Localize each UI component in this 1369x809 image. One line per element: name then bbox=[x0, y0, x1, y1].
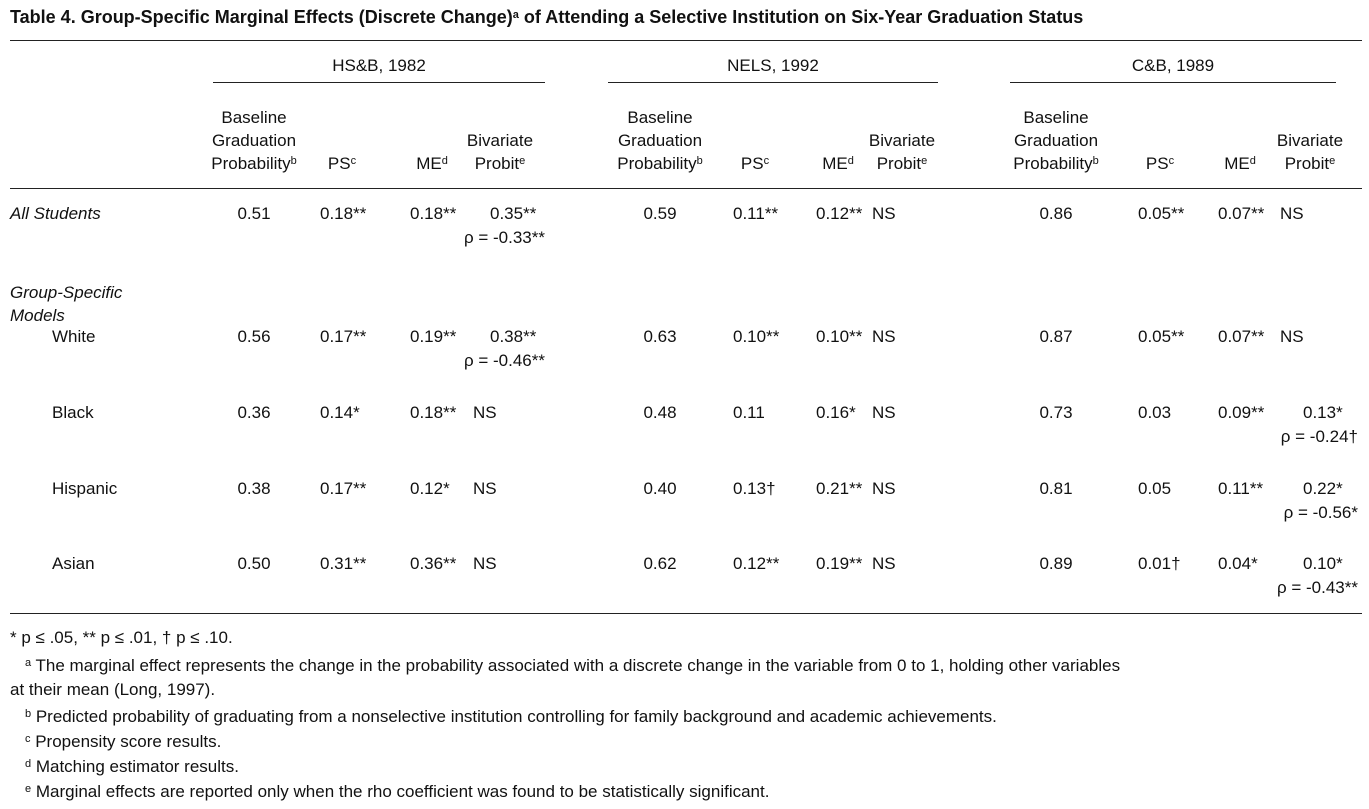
table-cell: 0.17** bbox=[320, 327, 367, 346]
table-cell: 0.87 bbox=[1039, 327, 1073, 346]
table-cell: 0.38** bbox=[490, 327, 537, 346]
col-header-bivariate-probit: Bivariate Probit$^e$ bbox=[466, 131, 534, 173]
table-cell: 0.59 bbox=[643, 204, 677, 223]
table-cell: NS bbox=[1280, 204, 1304, 223]
row-label: Asian bbox=[52, 554, 95, 573]
col-header-ps: $PS^c$ bbox=[740, 154, 770, 173]
table-cell: 0.18** bbox=[410, 403, 457, 422]
table-cell: 0.51 bbox=[237, 204, 271, 223]
footnote-e: $^e$ Marginal effects are reported only when the rho coefficient was found to be statistically significant. bbox=[25, 782, 770, 801]
table-cell: NS bbox=[473, 479, 497, 498]
table-cell: 0.12** bbox=[816, 204, 863, 223]
table-cell: 0.12** bbox=[733, 554, 780, 573]
col-header-me: $ME^d$ bbox=[822, 154, 854, 173]
group-header-nels: NELS, 1992 bbox=[727, 56, 819, 75]
group-header-hsb: HS&B, 1982 bbox=[332, 56, 426, 75]
table-cell: NS bbox=[473, 403, 497, 422]
table-cell: 0.10** bbox=[816, 327, 863, 346]
table-cell: 0.11** bbox=[733, 204, 779, 223]
table-cell: 0.04* bbox=[1218, 554, 1258, 573]
table-cell: 0.05** bbox=[1138, 204, 1185, 223]
footnote-a: $^a$ The marginal effect represents the change in the probability associated with a discrete change in the variable from 0 to 1, holding other variables bbox=[25, 656, 1121, 675]
col-header-bivariate-probit: Bivariate Probit$^e$ bbox=[868, 131, 936, 173]
table-cell: NS bbox=[1280, 327, 1304, 346]
table-cell: 0.07** bbox=[1218, 327, 1265, 346]
col-header-me: $ME^d$ bbox=[416, 154, 448, 173]
table-cell: 0.01† bbox=[1138, 554, 1181, 573]
top-rule bbox=[10, 40, 1362, 41]
col-header-ps: $PS^c$ bbox=[1145, 154, 1175, 173]
table-cell: 0.10* bbox=[1303, 554, 1343, 573]
rho-value: ρ = -0.56* bbox=[1283, 503, 1358, 522]
table-cell: 0.09** bbox=[1218, 403, 1265, 422]
table-cell: 0.19** bbox=[410, 327, 457, 346]
table-cell: 0.50 bbox=[237, 554, 271, 573]
rho-value: ρ = -0.33** bbox=[463, 228, 545, 247]
group-rule-cb bbox=[1010, 82, 1336, 83]
table-cell: 0.14* bbox=[320, 403, 360, 422]
table-cell: 0.18** bbox=[410, 204, 457, 223]
rho-value: ρ = -0.46** bbox=[463, 351, 545, 370]
table-cell: 0.73 bbox=[1039, 403, 1073, 422]
footnote-d: $^d$ Matching estimator results. bbox=[25, 757, 239, 776]
col-header-baseline: Baseline Graduation Probability$^b$ bbox=[1013, 108, 1099, 173]
footnote-b: $^b$ Predicted probability of graduating from a nonselective institution controlling for family background and academic achievements. bbox=[25, 707, 997, 726]
table-title: Table 4. Group-Specific Marginal Effects (Discrete Change)$^a$ of Attending a Selective Institution on Six-Year Graduation Status bbox=[10, 7, 1084, 27]
table-cell: 0.18** bbox=[320, 204, 367, 223]
group-rule-nels bbox=[608, 82, 938, 83]
row-label: All Students bbox=[10, 204, 101, 223]
table-cell: 0.36** bbox=[410, 554, 457, 573]
table-cell: 0.38 bbox=[237, 479, 271, 498]
col-header-ps: $PS^c$ bbox=[327, 154, 357, 173]
table-cell: 0.40 bbox=[643, 479, 677, 498]
col-header-me: $ME^d$ bbox=[1224, 154, 1256, 173]
table-cell: 0.12* bbox=[410, 479, 450, 498]
table-cell: 0.05 bbox=[1138, 479, 1172, 498]
table-cell: 0.21** bbox=[816, 479, 863, 498]
group-header-cb: C&B, 1989 bbox=[1131, 56, 1215, 75]
table-cell: 0.31** bbox=[320, 554, 367, 573]
table-cell: 0.11** bbox=[1218, 479, 1264, 498]
col-header-bivariate-probit: Bivariate Probit$^e$ bbox=[1276, 131, 1344, 173]
table-cell: NS bbox=[872, 554, 896, 573]
table-cell: 0.22* bbox=[1303, 479, 1343, 498]
table-cell: 0.07** bbox=[1218, 204, 1265, 223]
table-cell: 0.48 bbox=[643, 403, 677, 422]
table-cell: 0.17** bbox=[320, 479, 367, 498]
table-cell: 0.05** bbox=[1138, 327, 1185, 346]
table-cell: 0.11 bbox=[733, 403, 765, 422]
row-label: Hispanic bbox=[52, 479, 118, 498]
table-cell: 0.86 bbox=[1039, 204, 1073, 223]
table-cell: 0.16* bbox=[816, 403, 856, 422]
table-cell: NS bbox=[872, 479, 896, 498]
col-header-baseline: Baseline Graduation Probability$^b$ bbox=[211, 108, 297, 173]
row-label: Black bbox=[52, 403, 94, 422]
rho-value: ρ = -0.43** bbox=[1276, 578, 1358, 597]
table-cell: NS bbox=[872, 327, 896, 346]
table-cell: NS bbox=[872, 204, 896, 223]
table-cell: 0.03 bbox=[1138, 403, 1172, 422]
footnote-c: $^c$ Propensity score results. bbox=[25, 732, 222, 751]
table-cell: NS bbox=[872, 403, 896, 422]
table-cell: 0.56 bbox=[237, 327, 271, 346]
header-bottom-rule bbox=[10, 188, 1362, 189]
table-cell: 0.89 bbox=[1039, 554, 1073, 573]
section-label: Group-Specific Models bbox=[10, 283, 123, 325]
table-cell: 0.13† bbox=[733, 479, 776, 498]
table-cell: 0.36 bbox=[237, 403, 271, 422]
col-header-baseline: Baseline Graduation Probability$^b$ bbox=[617, 108, 703, 173]
table-cell: NS bbox=[473, 554, 497, 573]
table-cell: 0.63 bbox=[643, 327, 677, 346]
table-cell: 0.19** bbox=[816, 554, 863, 573]
rho-value: ρ = -0.24† bbox=[1280, 427, 1358, 446]
table-cell: 0.81 bbox=[1039, 479, 1073, 498]
table-cell: 0.13* bbox=[1303, 403, 1343, 422]
footnote-a-continued: at their mean (Long, 1997). bbox=[10, 680, 216, 699]
table-cell: 0.62 bbox=[643, 554, 677, 573]
table-bottom-rule bbox=[10, 613, 1362, 614]
table-cell: 0.35** bbox=[490, 204, 537, 223]
table-cell: 0.10** bbox=[733, 327, 780, 346]
row-label: White bbox=[52, 327, 96, 346]
group-rule-hsb bbox=[213, 82, 545, 83]
footnote-significance: * p ≤ .05, ** p ≤ .01, † p ≤ .10. bbox=[10, 628, 233, 647]
